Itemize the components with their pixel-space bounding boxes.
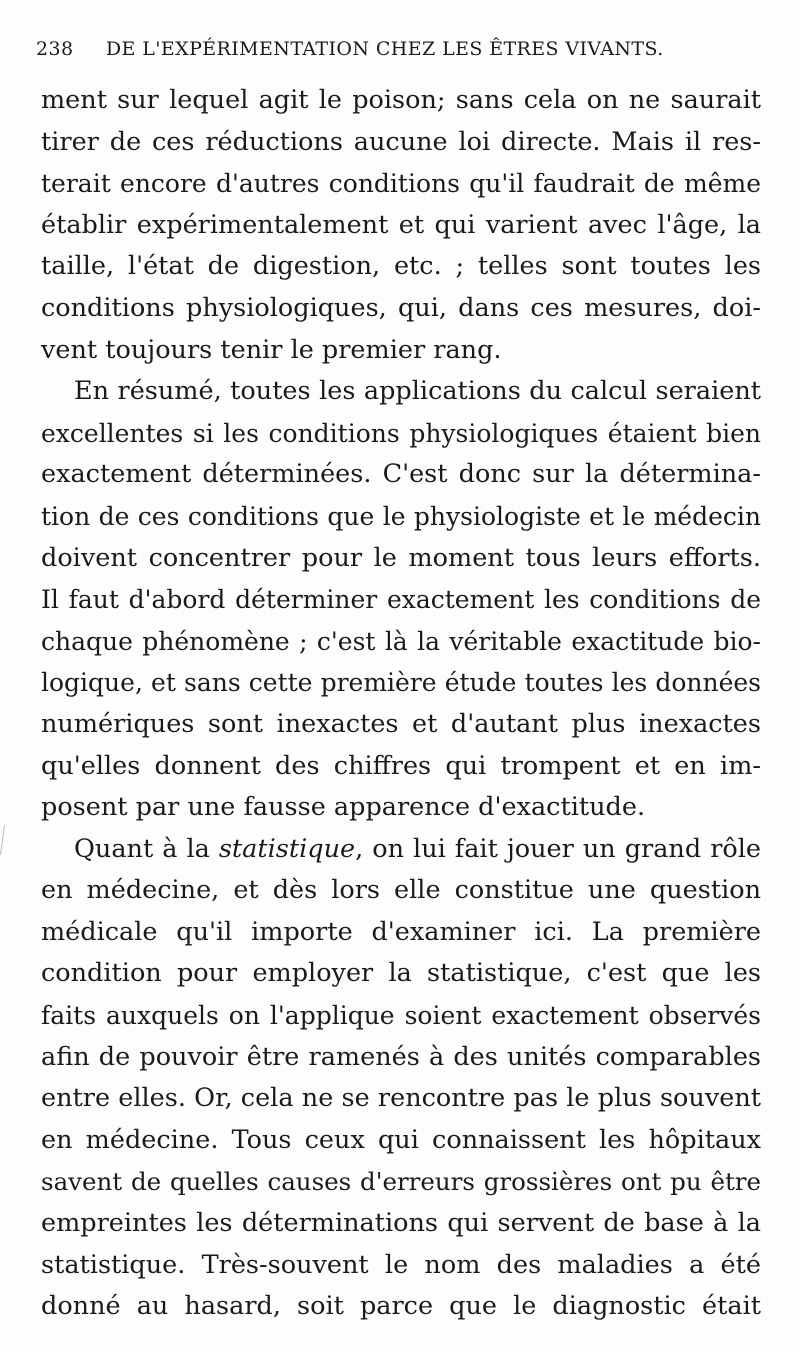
text-run: , on lui fait jouer un grand rôle (355, 833, 761, 864)
text-line: médicale qu'il importe d'examiner ici. La première (41, 916, 761, 947)
paragraph-1 (41, 80, 761, 371)
text-line: condition pour employer la statistique, c'est que les (41, 958, 761, 989)
text-run: Quant à la (74, 833, 219, 864)
text-line: terait encore d'autres conditions qu'il faudrait de même (41, 169, 761, 199)
text-line: savent de quelles causes d'erreurs grossières ont pu être (41, 1167, 761, 1197)
text-line: chaque phénomène ; c'est là la véritable exactitude bio- (41, 626, 761, 656)
text-line: tirer de ces réductions aucune loi directe. Mais il res- (41, 126, 761, 157)
text-line: vent toujours tenir le premier rang. (41, 334, 502, 365)
text-line: entre elles. Or, cela ne se rencontre pas le plus souvent (41, 1083, 761, 1114)
text-line: taille, l'état de digestion, etc. ; telles sont toutes les (41, 251, 761, 282)
text-line: numériques sont inexactes et d'autant plus inexactes (41, 708, 761, 739)
text-line: empreintes les déterminations qui servent de base à la (41, 1208, 761, 1239)
emphasized-word: statistique (218, 833, 356, 864)
text-line: logique, et sans cette première étude toutes les données (41, 668, 761, 698)
running-header (36, 38, 766, 68)
running-title: DE L'EXPÉRIMENTATION CHEZ LES ÊTRES VIVANTS. (105, 38, 664, 60)
margin-mark (0, 825, 13, 855)
text-line: doivent concentrer pour le moment tous leurs efforts. (41, 542, 761, 573)
text-line: statistique. Très-souvent le nom des maladies a été (41, 1249, 761, 1280)
text-line: tion de ces conditions que le physiologiste et le médecin (41, 501, 761, 531)
text-line: établir expérimentalement et qui varient avec l'âge, la (41, 209, 761, 240)
text-line: afin de pouvoir être ramenés à des unités comparables (41, 1041, 761, 1072)
text-line: En résumé, toutes les applications du calcul seraient (74, 376, 761, 407)
paragraph-3 (41, 829, 761, 1328)
text-line: posent par une fausse apparence d'exactitude. (41, 792, 646, 823)
paragraph-2 (41, 371, 761, 829)
text-line: exactement déterminées. C'est donc sur la détermina- (41, 459, 761, 490)
text-line (41, 829, 761, 871)
text-line: en médecine. Tous ceux qui connaissent les hôpitaux (41, 1124, 761, 1155)
text-line: ment sur lequel agit le poison; sans cela on ne saurait (41, 85, 761, 115)
text-line: donné au hasard, soit parce que le diagnostic était (41, 1291, 761, 1322)
page-number: 238 (36, 38, 74, 60)
text-line: Il faut d'abord déterminer exactement les conditions de (41, 585, 761, 615)
text-line: en médecine, et dès lors elle constitue une question (41, 875, 761, 906)
text-line: conditions physiologiques, qui, dans ces mesures, doi- (41, 292, 761, 323)
text-line: faits auxquels on l'applique soient exactement observés (41, 1001, 761, 1031)
text-line: excellentes si les conditions physiologiques étaient bien (41, 418, 761, 448)
body-text (41, 80, 761, 1328)
text-line: qu'elles donnent des chiffres qui trompent et en im- (41, 750, 761, 781)
